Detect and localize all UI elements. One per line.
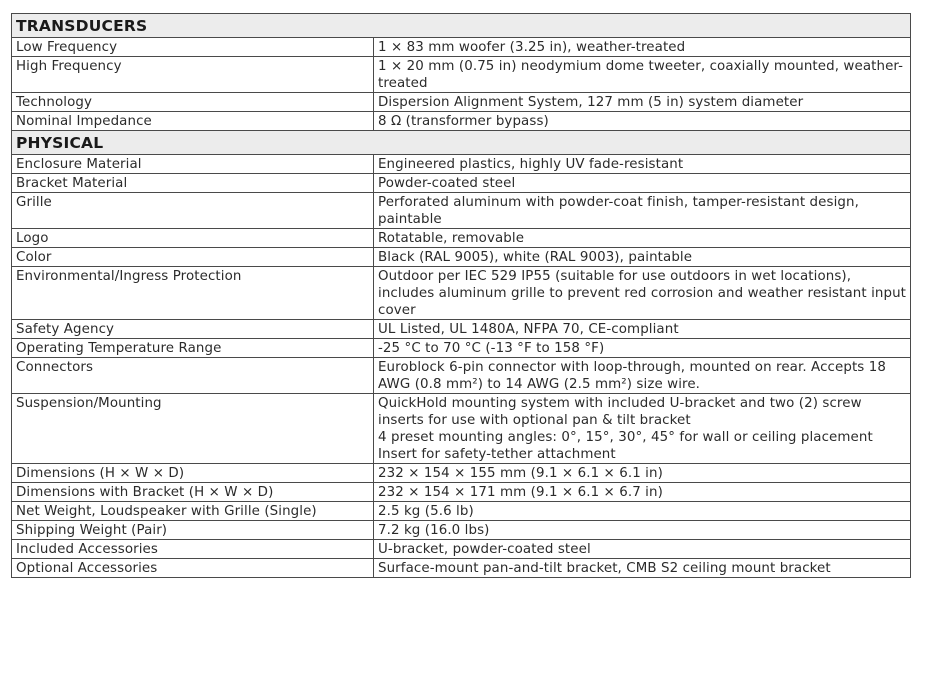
spec-sheet: [11, 13, 910, 578]
spec-value: [374, 320, 911, 339]
spec-value-line: Black (RAL 9005), white (RAL 9003), paintable: [378, 250, 693, 265]
spec-value-line: Insert for safety-tether attachment: [378, 447, 616, 462]
spec-value-line: 232 × 154 × 155 mm (9.1 × 6.1 × 6.1 in): [378, 466, 663, 481]
spec-value-line: 1 × 20 mm (0.75 in) neodymium dome tweeter, coaxially mounted, weather-treated: [378, 59, 904, 91]
spec-label: Technology: [12, 93, 374, 112]
spec-label: Optional Accessories: [12, 559, 374, 578]
spec-row: [12, 155, 911, 174]
spec-value-line: Surface-mount pan-and-tilt bracket, CMB S2 ceiling mount bracket: [378, 561, 831, 576]
spec-value: [374, 394, 911, 464]
spec-value-line: U-bracket, powder-coated steel: [378, 542, 591, 557]
spec-value-line: UL Listed, UL 1480A, NFPA 70, CE-compliant: [378, 322, 679, 337]
spec-value: [374, 502, 911, 521]
spec-value: [374, 112, 911, 131]
section-header: [12, 14, 911, 38]
spec-label: Safety Agency: [12, 320, 374, 339]
spec-value: [374, 483, 911, 502]
section-header: [12, 131, 911, 155]
spec-row: [12, 112, 911, 131]
spec-row: [12, 521, 911, 540]
spec-value-line: 1 × 83 mm woofer (3.25 in), weather-treated: [378, 40, 686, 55]
spec-value: [374, 248, 911, 267]
spec-row: [12, 267, 911, 320]
spec-row: [12, 174, 911, 193]
spec-label: Nominal Impedance: [12, 112, 374, 131]
spec-row: [12, 248, 911, 267]
spec-label: Logo: [12, 229, 374, 248]
spec-value: [374, 358, 911, 394]
spec-row: [12, 193, 911, 229]
spec-label: Suspension/Mounting: [12, 394, 374, 464]
spec-row: [12, 394, 911, 464]
spec-value-line: Dispersion Alignment System, 127 mm (5 in) system diameter: [378, 95, 804, 110]
spec-value: [374, 464, 911, 483]
spec-value: [374, 540, 911, 559]
spec-value: [374, 521, 911, 540]
spec-value-line: 232 × 154 × 171 mm (9.1 × 6.1 × 6.7 in): [378, 485, 663, 500]
spec-label: Low Frequency: [12, 38, 374, 57]
spec-value: [374, 155, 911, 174]
spec-label: Enclosure Material: [12, 155, 374, 174]
spec-label: Environmental/Ingress Protection: [12, 267, 374, 320]
section-title: TRANSDUCERS: [12, 14, 911, 38]
spec-value-line: 8 Ω (transformer bypass): [378, 114, 549, 129]
spec-label: Grille: [12, 193, 374, 229]
spec-row: [12, 502, 911, 521]
spec-row: [12, 339, 911, 358]
spec-row: [12, 93, 911, 112]
spec-label: Included Accessories: [12, 540, 374, 559]
spec-label: Bracket Material: [12, 174, 374, 193]
spec-label: Shipping Weight (Pair): [12, 521, 374, 540]
spec-row: [12, 358, 911, 394]
spec-value: [374, 174, 911, 193]
spec-value: [374, 93, 911, 112]
spec-row: [12, 559, 911, 578]
spec-value: [374, 193, 911, 229]
spec-label: Connectors: [12, 358, 374, 394]
section-title: PHYSICAL: [12, 131, 911, 155]
spec-row: [12, 229, 911, 248]
spec-row: [12, 320, 911, 339]
spec-row: [12, 57, 911, 93]
spec-value: [374, 57, 911, 93]
spec-value: [374, 339, 911, 358]
spec-label: High Frequency: [12, 57, 374, 93]
spec-label: Color: [12, 248, 374, 267]
spec-label: Dimensions with Bracket (H × W × D): [12, 483, 374, 502]
spec-value-line: Perforated aluminum with powder-coat finish, tamper-resistant design, paintable: [378, 195, 859, 227]
spec-label: Operating Temperature Range: [12, 339, 374, 358]
spec-table: [11, 13, 911, 578]
spec-value-line: QuickHold mounting system with included U-bracket and two (2) screw inserts for use with optional pan & tilt bracket: [378, 396, 862, 428]
spec-value-line: Engineered plastics, highly UV fade-resistant: [378, 157, 684, 172]
spec-value: [374, 267, 911, 320]
spec-label: Dimensions (H × W × D): [12, 464, 374, 483]
spec-value: [374, 229, 911, 248]
spec-row: [12, 540, 911, 559]
spec-row: [12, 483, 911, 502]
spec-value-line: Powder-coated steel: [378, 176, 516, 191]
spec-row: [12, 38, 911, 57]
spec-value: [374, 38, 911, 57]
spec-value-line: 2.5 kg (5.6 lb): [378, 504, 474, 519]
spec-value-line: Outdoor per IEC 529 IP55 (suitable for use outdoors in wet locations), includes aluminum grille to prevent red corrosion and weather resistant input cover: [378, 269, 907, 318]
spec-value: [374, 559, 911, 578]
spec-value-line: 7.2 kg (16.0 lbs): [378, 523, 490, 538]
spec-row: [12, 464, 911, 483]
spec-value-line: Rotatable, removable: [378, 231, 525, 246]
spec-label: Net Weight, Loudspeaker with Grille (Single): [12, 502, 374, 521]
spec-value-line: -25 °C to 70 °C (-13 °F to 158 °F): [378, 341, 605, 356]
spec-value-line: Euroblock 6-pin connector with loop-through, mounted on rear. Accepts 18 AWG (0.8 mm²) to 14 AWG (2.5 mm²) size wire.: [378, 360, 886, 392]
spec-value-line: 4 preset mounting angles: 0°, 15°, 30°, 45° for wall or ceiling placement: [378, 430, 873, 445]
